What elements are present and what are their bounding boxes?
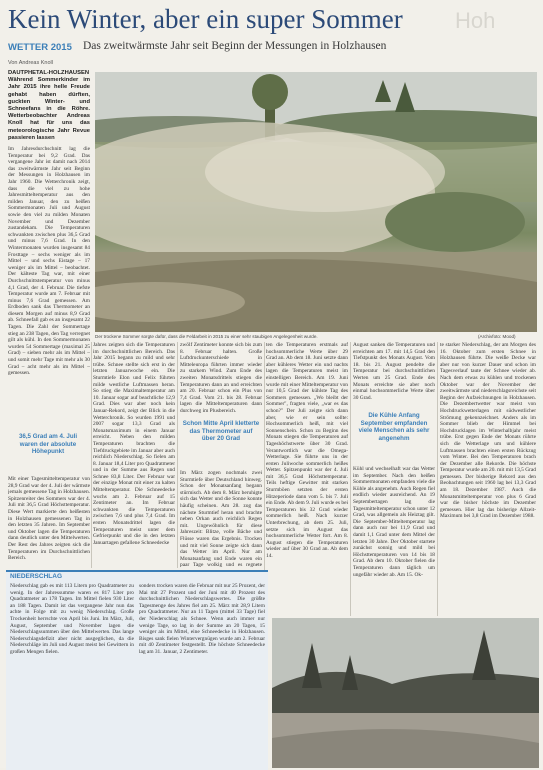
- column-3: [180, 342, 262, 414]
- column-2-text: Jahres zeigten sich die Temperaturen im durchschnittlichen Bereich. Das Jahr 2015 begann zu mild und sehr trübe. Schnee stellte sich erst in der letzten Januarwoche ein. Die Sturmtiefe Elon und Felix führten milde westliche Luftmassen heran. So stieg die Maximaltemperatur am 10. Januar sogar auf beachtliche 12,9 Grad. Dies war aber noch kein Januar-Rekord, zeigt der Blick in die Wetterchronik. So wurden 1991 und 2007 sogar 13,3 Grad als Monatsmaximum in einem Januar erreicht. Neben den milden Temperaturen brachten die Tiefdruckgebiete im Januar aber auch reichlich Niederschlag. So fielen am 8. Januar 18,4 Liter pro Quadratmeter und in der Summe aus Regen und Schnee 83,8 Liter. Der Februar war der einzige Monat mit einer zu kalten Mitteltemperatur. Die Schneedecke wuchs am 2. Februar auf 15 Zentimeter an. Im Februar schwankten die Temperaturen zwischen 7,6 und plus 7,4 Grad. Im ersten Monatsdrittel lagen die Temperaturen meist unter dem Gefrierpunkt und die in den letzten Januartagen gefallene Schneedecke: [93, 342, 175, 546]
- column-2: [93, 342, 175, 568]
- info-box-text-2: sonders trocken waren die Februar mit nur 25 Prozent, der Mai mit 27 Prozent und der Juni mit 40 Prozent des durchschnittlichen Niederschlagswertes. Die größte Tagesmenge des Jahres fiel am 25. März mit 28,9 Litern pro Quadratmeter. Nur an 11 Tagen (mittel 33 Tage) fiel der Niederschlag als Schnee. Wenn auch immer nur wenige Tage, so lag in der Summe an 20 Tagen, 15 weniger als im Mittel, eine Schneedecke in Holzhausen. Bisges sank fielen Wintervergnügen wurde am 2. Februar mit 40 Zentimeter festgestellt. Die höchste Schneedecke lag am 31. Januar, 2 Zentimeter.: [139, 583, 265, 655]
- column-1-continued: [8, 476, 90, 568]
- article-byline: Von Andreas Knoll: [8, 60, 53, 66]
- photo-trees-illustration: [272, 618, 539, 768]
- info-box-column-1: [10, 583, 134, 768]
- article-photo-field-dust: [95, 72, 537, 332]
- column-divider: [350, 342, 351, 616]
- photo-landscape-illustration: [95, 72, 537, 332]
- pull-quote-1: 36,5 Grad am 4. Juli waren der absolute Höhepunkt: [18, 433, 78, 456]
- column-divider: [91, 342, 92, 568]
- photo-caption: Der trockene Sommer sorgte dafür, dass die Feldarbeit in 2015 zu einer sehr staubigen Angelegenheit wurde.: [95, 334, 318, 339]
- info-box-text-1: Niederschlag gab es mit 113 Litern pro Quadratmeter zu wenig. In der Jahressumme waren es 817 Liter pro Quadratmeter an 178 Tagen. Im Mittel fielen 930 Liter an 188 Tagen. Damit ist das vergangene Jahr nun das achte in Folge mit zu wenig Niederschlag. Große Trockenheit herrschte von April bis Juni. Im März, Juli, August, September und November lagen die Niederschlagssummen über den Mittelwerten. Das lange Niederschlagsdefizit aber nicht ausgeglichen, da die Niederschläge im Juli und August meist bei Gewittern in großen Mengen fielen.: [10, 583, 134, 655]
- column-5-continued: [353, 466, 435, 616]
- column-5: [353, 342, 435, 404]
- column-5-text: August sanken die Temperaturen und erreichten am 17. mit 14,5 Grad den Tiefstpunkt des Monats August. Vom 18. bis 21. August pendelte die Temperatur bei durchschnittlichen Werten um 25 Grad. Ende des Monats erreichte sie aber noch einmal hochsommerliche Werte über 30 Grad.: [353, 342, 435, 401]
- info-box-column-2: [139, 583, 265, 768]
- column-divider: [177, 342, 178, 568]
- column-3-continued: [180, 470, 262, 568]
- column-4-text: ten die Temperaturen erstmals auf hochsommerliche Werte über 29 Grad an. Ab dem 18. Juni setzte dann aber kühleres Wetter ein und nachts lagen die Temperaturen meist im einstelligen Bereich. Am 19. Juni wurde mit einer Mitteltemperatur von nur 10,5 Grad der kühlste Tag des Sommers gemessen. „Wo bleibt der Sommer", fragten viele, „war es das schon?" Der Juli zeigte sich dann aber, wie er sein sollte: Hochsommerlich heiß, mit viel Sonnenschein. Schon zu Beginn des Monats stiegen die Temperaturen auf Tageshöchstwerte über 30 Grad. Verantwortlich war die Omega-Wetterlage. Sie führte uns in der ersten Juliwoche sommerlich heißes Wetter. Spitzenpunkt war der 4. Juli mit 36,5 Grad Höchsttemperatur. Teils heftige Gewitter mit starken Sturmböen setzten der ersten Hitzeperiode dann vom 5. bis 7. Juli ein Ende. Ab dem 9. Juli wurde es bei Temperaturen bis 32 Grad wieder sommerlich heiß. Nach kurzer Unterbrechung, ab dem 25. Juli, setzte sich im August das hochsommerliche Wetter fort. Am 8. August stiegen die Temperaturen wieder auf über 30 Grad an. Ab dem 14.: [266, 342, 348, 559]
- column-5b-text: Kühl und wechselhaft war das Wetter im September. Nach den heißen Sommermonaten empfanden viele die Kühle als angenehm. Auch Regen fiel endlich wieder ausreichend. An 19 Septembertagen lag die Tagesmitteltemperatur schon unter 12 Grad, was allgemein als Heiztag gilt. Die September-Mitteltemperatur lag dann auch nur bei 11,9 Grad und damit 1,1 Grad unter dem Mittel der letzten 30 Jahre. Der Oktober startete zunächst sonnig und mild bei Höchsttemperaturen von 14 bis 18 Grad. Ab dem 10. Oktober fielen die Temperaturen dann täglich um ungefähr wieder ab. Am 15. Ok-: [353, 466, 435, 578]
- column-divider: [437, 342, 438, 616]
- column-6: [440, 342, 536, 616]
- photo-credit: (Archivfoto: Mood): [478, 334, 516, 339]
- column-3-text: zwölf Zentimeter konnte sich bis zum 8. Februar halten. Große Luftdruckunterschiede in Mitteleuropa führten immer wieder zu starkem Wind. Zum Ende des zweiten Monatsdrittels stiegen die Temperaturen dann an und erreichten am 20. Februar schon ein Plus von 7,4 Grad. Vom 21. bis 28. Februar lagen die Mitteltemperaturen dann durchweg im Plusbereich.: [180, 342, 262, 414]
- article-photo-winter: [272, 618, 539, 768]
- column-1b-text: Mit einer Tagesmitteltemperatur von 28,9 Grad war der 4. Juli der wärmste jemals gemessene Tag in Holzhausen. Spitzenreiter des Sommers war der 4. Juli mit 36,5 Grad Höchsttemperatur. Diese Wert markierte den heißesten in Holzhausen gemessenen Tag in den letzten 35 Jahren. Im September und Oktober lagen die Temperaturen dann deutlich unter den Mittelwerten. Der Rest des Jahres zeigten sich die Temperaturen im Durchschnittlichen Bereich.: [8, 476, 90, 562]
- article-lead: DAUTPHETAL-HOLZHAUSEN Während Sommerkinder im Jahr 2015 ihre helle Freude gehabt haben dürften, guckten Winter- und Schneefans in die Röhre. Wetterbeobachter Andreas Knoll hat für uns das meteorologische Jahr Revue passieren lassen: [8, 70, 90, 141]
- article-subhead: Das zweitwärmste Jahr seit Beginn der Messungen in Holzhausen: [83, 40, 387, 52]
- pull-quote-3: Die Kühle Anfang September empfanden viele Menschen als sehr angenehm: [358, 412, 430, 442]
- info-box-title: NIEDERSCHLAG: [10, 573, 63, 580]
- column-3b-text: Im März zogen nochmals zwei Sturmtiefe über Deutschland hinweg. Schon der Monatsanfang begann stürmisch. Ab dem 8. März beruhigte sich das Wetter und die Sonne konnte häufig scheinen. Am 28. zog das nächste Sturmtief heran und brachte neben Orkan auch reichlich Regen mit. Ungewöhnlich für diese Jahreszeit: Blitze, volle Bäche und Flüsse waren das Ergebnis. Trocken und mit viel Sonne zeigte sich dann das Wetter im April. Nur am Monatsanfang und Ende waren ein paar Tage wolkig und es regnete: [180, 470, 262, 568]
- faded-next-page-text: Hoh: [455, 8, 496, 33]
- pull-quote-2: Schon Mitte April kletterte das Thermometer auf über 20 Grad: [182, 420, 260, 443]
- column-4: [266, 342, 348, 616]
- column-1-text: Im Jahresdurchschnitt lag die Temperatur bei 9,2 Grad. Das vergangene Jahr ist damit nach 2014 das zweitwärmste Jahr seit Beginn der Messungen in Holzhausen im Jahr 1960. Die Wetterchronik zeigt, dass die viel zu hohe Jahresmitteltemperatur aus den milden Januar, den zu heißen Sommermonaten Juli und August sowie den viel zu milden Monaten November und Dezember zustandekam. Die Temperaturen schwankten zwischen plus 36,5 Grad und minus 7,6 Grad. In den Wintermonaten wurden insgesamt 84 Frosttage – sechs weniger als im Mittel – und sechs Eistage – 17 weniger als im Mittel – beobachtet. Der kälteste Tag war, mit einer Durchschnittstemperatur von minus 4,1 Grad, der 4. Februar. Die tiefste Temperatur wurde am 7. Februar mit minus 7,6 Grad gemessen. Am Erdboden sank das Thermometer an diesem Morgen auf minus 8,9 Grad ab. Schneefall gab es an insgesamt 22 Tagen. Die Zahl der Sommertage stieg an 238 Tagen, den Tag verregnet gilt als kühl. In den Sommermonaten wurden 54 Sommertage (maximal 25 Grad) – sieben mehr als im Mittel – und somit mehr Tage mit mehr als 30 Grad – acht mehr als im Mittel – gemessen.: [8, 146, 90, 377]
- article-kicker: WETTER 2015: [8, 42, 72, 53]
- article-headline: Kein Winter, aber ein super Sommer: [8, 4, 403, 34]
- column-6-text: te starker Niederschlag, der am Morgen des 16. Oktober zum ersten Schnee in Holzhausen führte. Die weiße Decke war aber nur von kurzer Dauer und schon im Tagesverlauf taute der Schnee wieder ab. Nach dem etwas zu kühlen und trockenen Oktober war der November der zweitwärmste und niederschlagsreichste seit Beginn der Aufzeichnungen in Holzhausen. Die Dezembertwetter war meist von Hochdruckwetterlagen mit südwestlicher Strömung gekennzeichnet. Anders als im Sommer blieb der Himmel bei Hochdrucklagen im Winterhalbjahr meist trübe. Erst gegen Ende der Monats rührte sich die Wetterlage um und kühlere Luftmassen brachten einen ersten Rückzug vom Winter. Bei den Temperaturen brach der Dezember alle Rekorde. Die höchste Temperatur wurde am 20. mit mit 13,5 Grad gemessen. Der bisherige Rekord aus den Beobachtungen seit 1960 lag bei 13,3 Grad am 18. Dezember 1987. Auch die Monatsmitteltemperatur von plus 6 Grad war die bisher höchste im Dezember gemessen. Hier lag das bisherige Allzeit-Maximum bei 3,8 Grad im Dezember 1988.: [440, 342, 536, 520]
